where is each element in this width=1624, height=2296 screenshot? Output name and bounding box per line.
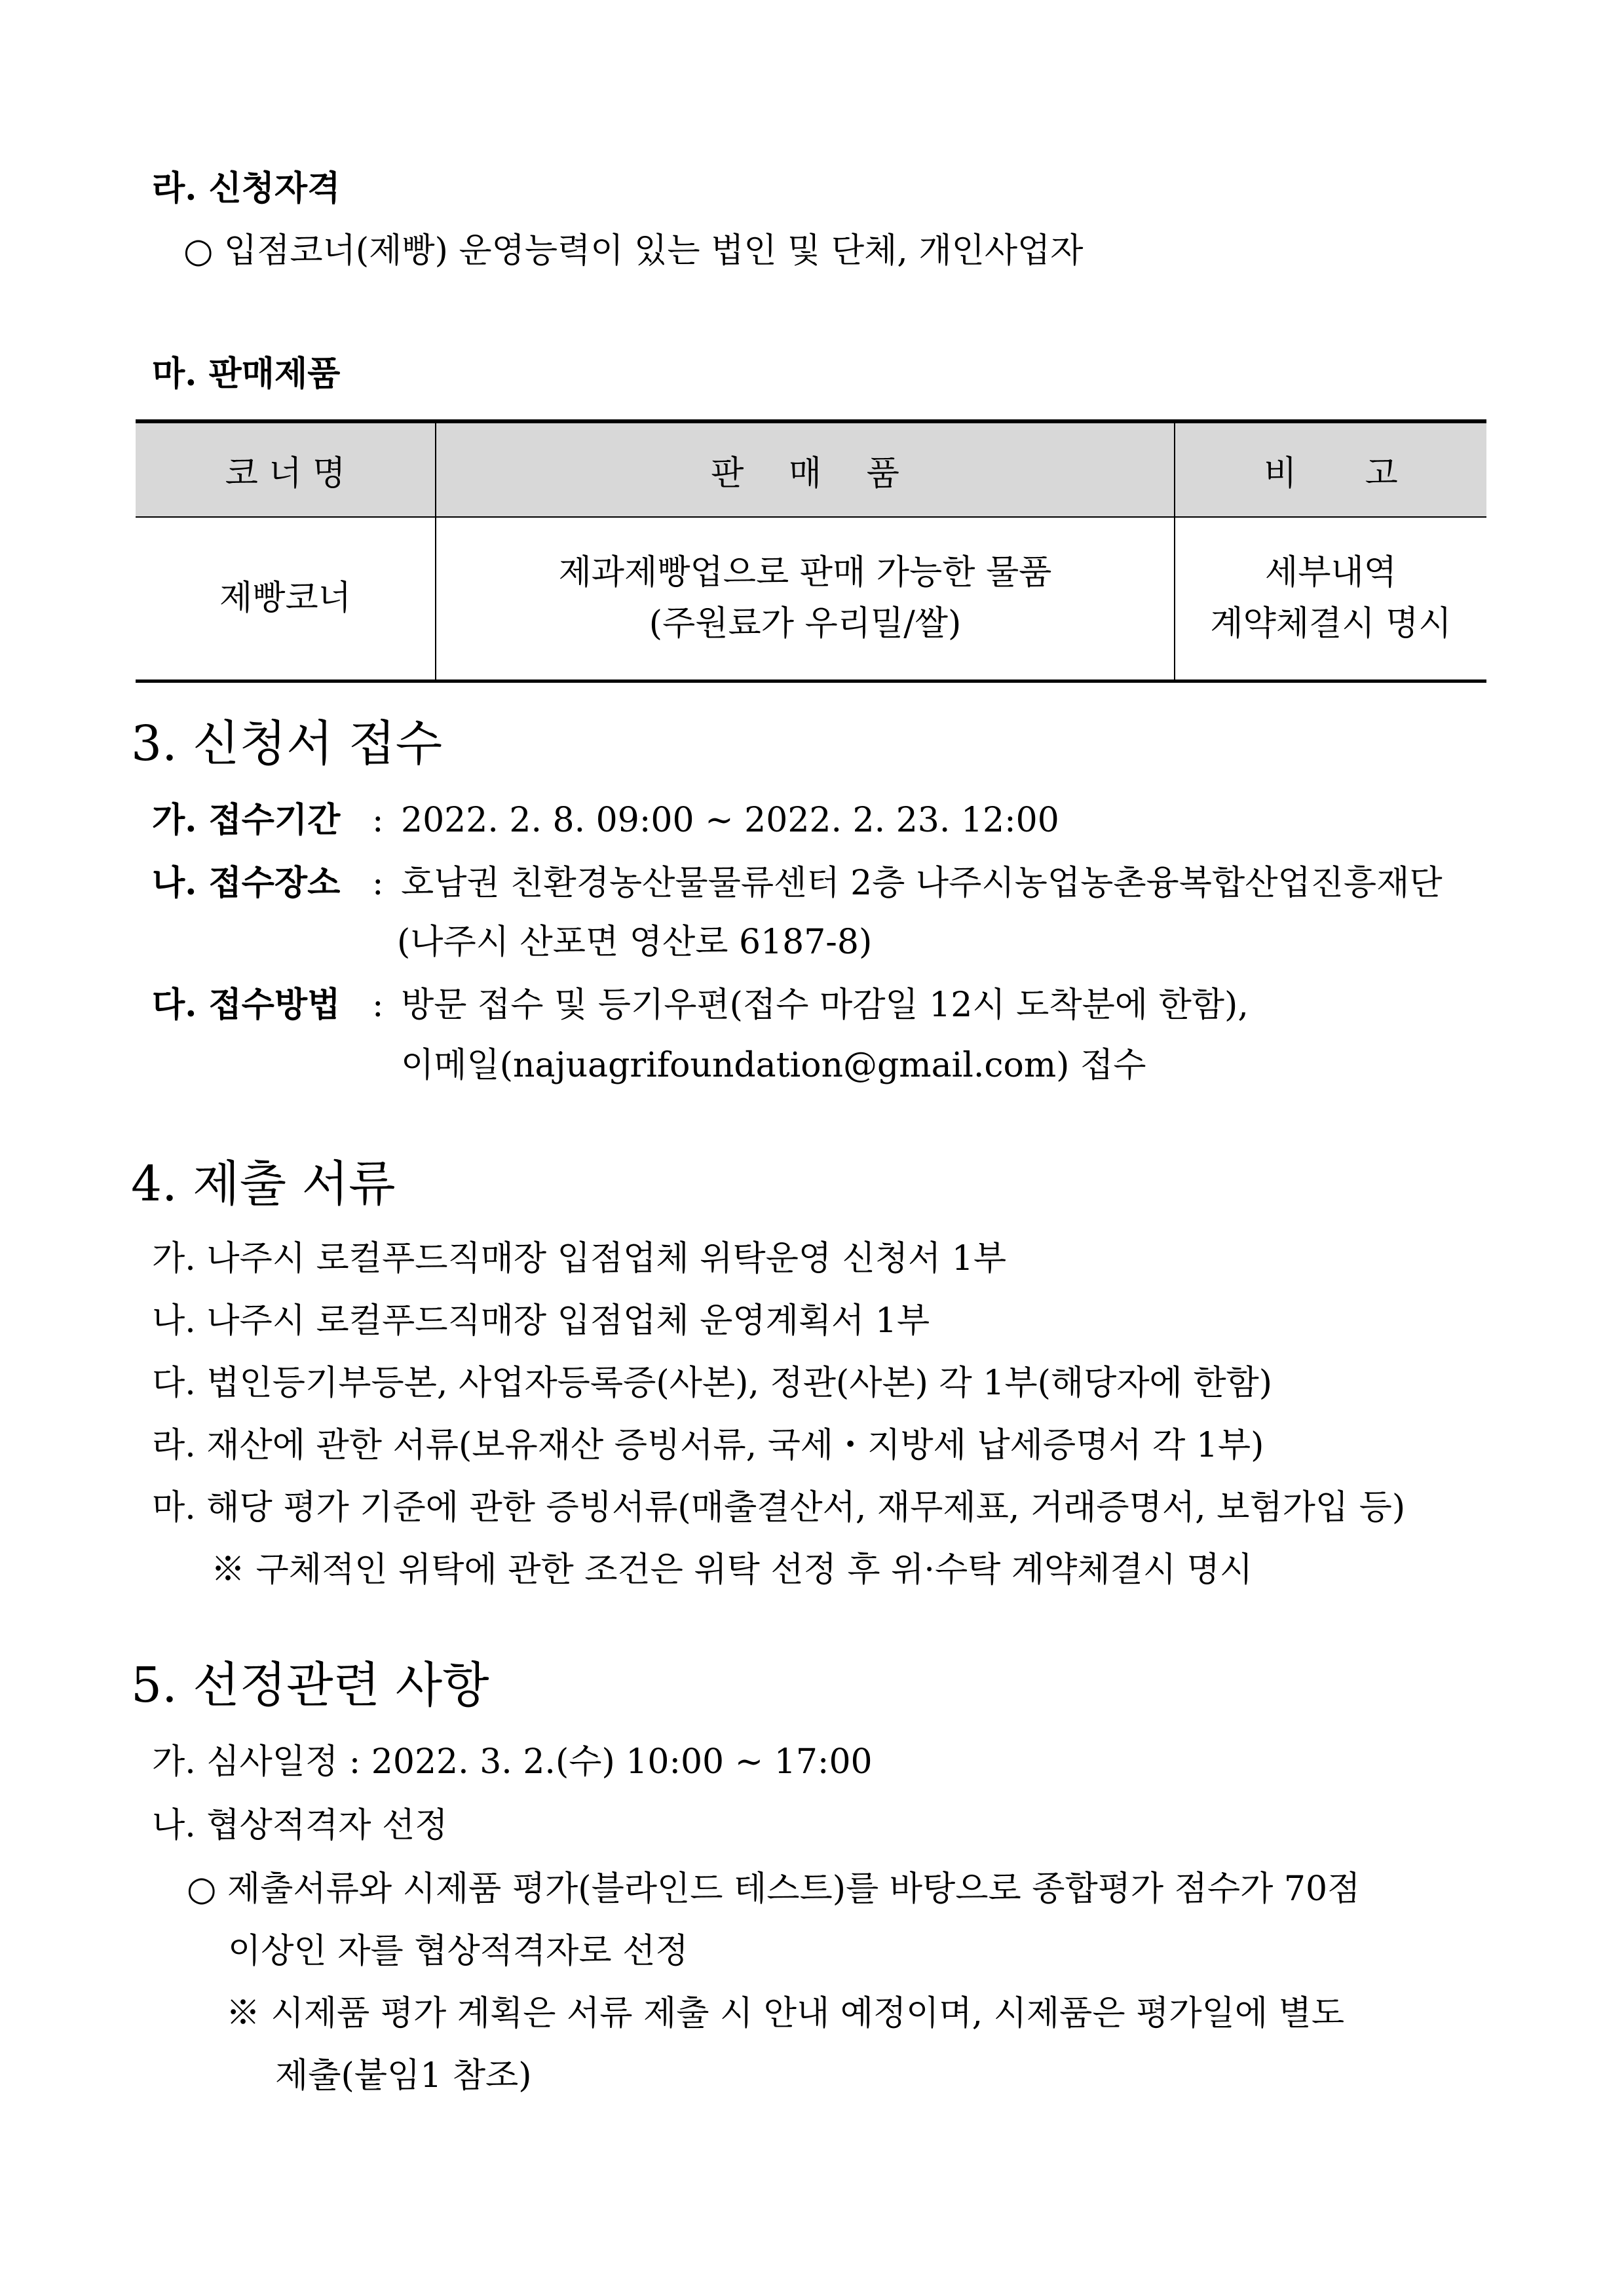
section5-bullet-line2: 이상인 자를 협상적격자로 선정: [228, 1932, 689, 1971]
section5-note-line2: 제출(붙임1 참조): [275, 2056, 532, 2095]
col-header-corner: 코 너 명: [136, 421, 436, 517]
table-row: [136, 517, 1486, 681]
section3-item-na-sep: :: [372, 864, 384, 903]
section3-item-ga-value: 2022. 2. 8. 09:00 ~ 2022. 2. 23. 12:00: [401, 801, 1059, 840]
cell-products: [436, 517, 1175, 681]
section4-item-da: 다. 법인등기부등본, 사업자등록증(사본), 정관(사본) 각 1부(해당자에 한함): [152, 1364, 1273, 1403]
section3-item-na-label: 나. 접수장소: [152, 863, 341, 903]
section4-item-ra: 라. 재산에 관한 서류(보유재산 증빙서류, 국세・지방세 납세증명서 각 1부): [152, 1426, 1264, 1465]
section3-item-da-label: 다. 접수방법: [152, 985, 341, 1025]
section-ra-item: ○ 입점코너(제빵) 운영능력이 있는 법인 및 단체, 개인사업자: [183, 231, 1084, 271]
col-header-products: 판 매 품: [436, 421, 1175, 517]
section3-item-da-sep: :: [372, 985, 384, 1025]
col-header-note: 비 고: [1175, 421, 1486, 517]
sales-products-table: [136, 419, 1486, 683]
table-header-row: [136, 421, 1486, 517]
section3-item-ga-label: 가. 접수기간: [152, 800, 341, 840]
section4-note: ※ 구체적인 위탁에 관한 조건은 위탁 선정 후 위·수탁 계약체결시 명시: [211, 1550, 1253, 1590]
section3-item-da-value: 방문 접수 및 등기우편(접수 마감일 12시 도착분에 한함),: [401, 985, 1249, 1025]
cell-note: [1175, 517, 1486, 681]
section3-title: 3. 신청서 접수: [131, 716, 443, 772]
section3-item-na-value: 호남권 친환경농산물물류센터 2층 나주시농업농촌융복합산업진흥재단: [401, 864, 1443, 903]
cell-corner: 제빵코너: [136, 517, 436, 681]
section4-item-ma: 마. 해당 평가 기준에 관한 증빙서류(매출결산서, 재무제표, 거래증명서, 보험가입 등): [152, 1488, 1406, 1527]
section4-title: 4. 제출 서류: [131, 1156, 396, 1212]
section5-note-line1: ※ 시제품 평가 계획은 서류 제출 시 안내 예정이며, 시제품은 평가일에 별도: [226, 1994, 1345, 2033]
section3-item-da-value-line2: 이메일(najuagrifoundation@gmail.com) 접수: [401, 1046, 1146, 1085]
section5-item-ga: 가. 심사일정 : 2022. 3. 2.(수) 10:00 ~ 17:00: [152, 1742, 873, 1782]
cell-note-line2: 계약체결시 명시: [1210, 604, 1452, 644]
section3-item-ga-sep: :: [372, 801, 384, 840]
section-ra-heading: 라. 신청자격: [152, 168, 341, 208]
section-ma-heading: 마. 판매제품: [152, 354, 341, 394]
cell-products-line1: 제과제빵업으로 판매 가능한 물품: [558, 553, 1052, 593]
cell-products-line2: (주원료가 우리밀/쌀): [649, 604, 962, 644]
section5-item-na: 나. 협상적격자 선정: [152, 1806, 448, 1845]
section4-item-na: 나. 나주시 로컬푸드직매장 입점업체 운영계획서 1부: [152, 1301, 930, 1341]
section3-item-na-value-line2: (나주시 산포면 영산로 6187-8): [397, 923, 873, 962]
section4-item-ga: 가. 나주시 로컬푸드직매장 입점업체 위탁운영 신청서 1부: [152, 1239, 1007, 1278]
section5-bullet-line1: ○ 제출서류와 시제품 평가(블라인드 테스트)를 바탕으로 종합평가 점수가 70점: [187, 1869, 1361, 1909]
section5-title: 5. 선정관련 사항: [131, 1657, 489, 1713]
cell-note-line1: 세부내역: [1265, 553, 1397, 593]
